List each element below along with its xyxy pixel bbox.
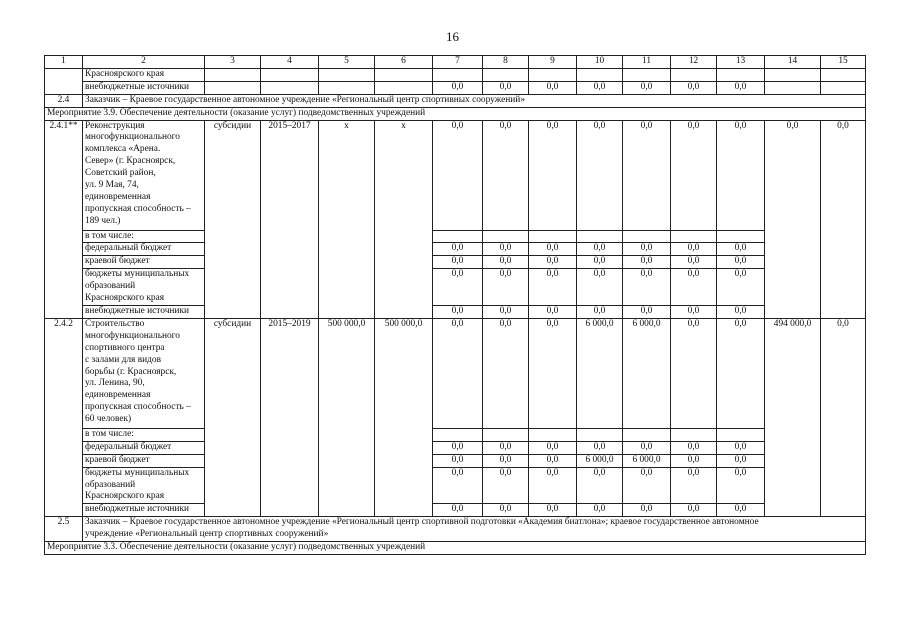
table-cell [717, 428, 765, 441]
value-cell: 0,0 [671, 441, 717, 454]
value-cell: 0,0 [483, 454, 529, 467]
text-line: многофункционального [85, 330, 180, 341]
value-cell: 0,0 [577, 441, 623, 454]
row-label: внебюджетные источники [83, 305, 205, 318]
sub-row [45, 243, 866, 256]
value-cell: 0,0 [671, 454, 717, 467]
column-header: 15 [821, 56, 866, 69]
value-cell: 0,0 [529, 441, 577, 454]
text-line: Советский район, [85, 168, 156, 179]
page-number: 16 [446, 29, 459, 44]
column-header: 9 [529, 56, 577, 69]
section-row [45, 94, 866, 107]
value-cell: 0,0 [623, 504, 671, 517]
value-cell: 0,0 [717, 467, 765, 504]
item-col6: 500 000,0 [375, 318, 433, 516]
value-cell: 6 000,0 [623, 454, 671, 467]
table-cell [205, 68, 261, 81]
value-cell: 0,0 [671, 120, 717, 230]
event-text: Мероприятие 3.9. Обеспечение деятельности (оказание услуг) подведомственных учреждений [45, 107, 866, 120]
value-cell: 0,0 [483, 441, 529, 454]
value-cell: 0,0 [529, 243, 577, 256]
value-cell: 0,0 [529, 454, 577, 467]
text-line: Строительство [85, 318, 145, 329]
table-row [45, 230, 866, 243]
text-line: Реконструкция [85, 120, 145, 131]
table-cell [623, 68, 671, 81]
table-cell [45, 81, 83, 94]
value-cell: 6 000,0 [623, 318, 671, 428]
table-cell [577, 428, 623, 441]
row-label: в том числе: [83, 428, 205, 441]
value-cell: 0,0 [623, 269, 671, 306]
event-row [45, 542, 866, 555]
row-label: краевой бюджет [83, 454, 205, 467]
value-cell: 0,0 [433, 256, 483, 269]
item-col5: х [319, 120, 375, 318]
value-cell: 0,0 [483, 318, 529, 428]
value-cell: 0,0 [623, 441, 671, 454]
item-type: субсидии [205, 120, 261, 318]
column-header: 14 [765, 56, 821, 69]
table-cell [433, 230, 483, 243]
sub-row [45, 504, 866, 517]
value-cell: 0,0 [433, 305, 483, 318]
value-cell: 0,0 [717, 120, 765, 230]
value-cell: 0,0 [577, 81, 623, 94]
text-line: образований [85, 479, 136, 490]
value-cell: 0,0 [671, 504, 717, 517]
header-row [45, 56, 866, 69]
column-header: 7 [433, 56, 483, 69]
text-line: единовременная [85, 191, 151, 202]
table-cell [577, 68, 623, 81]
value-cell: 0,0 [433, 467, 483, 504]
table-cell [821, 68, 866, 81]
value-cell: 0,0 [623, 243, 671, 256]
value-cell: 0,0 [483, 256, 529, 269]
row-label: Красноярского края [83, 68, 205, 81]
text-line: Красноярского края [85, 491, 165, 502]
table-cell [765, 68, 821, 81]
table-cell [717, 68, 765, 81]
item-col14: 494 000,0 [765, 318, 821, 516]
value-cell: 0,0 [483, 305, 529, 318]
value-cell: 0,0 [577, 256, 623, 269]
value-cell: 0,0 [623, 256, 671, 269]
value-cell: 0,0 [577, 467, 623, 504]
value-cell: 0,0 [671, 269, 717, 306]
row-label: внебюджетные источники [83, 504, 205, 517]
table-cell [483, 68, 529, 81]
table-cell [261, 81, 319, 94]
value-cell: 0,0 [529, 120, 577, 230]
table-cell [623, 428, 671, 441]
text-line: пропускная способность – [85, 203, 191, 214]
value-cell: 0,0 [529, 318, 577, 428]
table-cell [483, 428, 529, 441]
table-cell [261, 68, 319, 81]
value-cell: 0,0 [623, 120, 671, 230]
table-row [45, 68, 866, 81]
text-line: спортивного центра [85, 342, 165, 353]
value-cell: 0,0 [483, 81, 529, 94]
column-header: 10 [577, 56, 623, 69]
sub-row [45, 454, 866, 467]
column-header: 3 [205, 56, 261, 69]
value-cell: 0,0 [717, 81, 765, 94]
table-cell [623, 230, 671, 243]
table-cell [717, 230, 765, 243]
item-number: 2.4.1** [45, 120, 83, 318]
item-col6: х [375, 120, 433, 318]
text-line: учреждение «Региональный центр спортивных сооружений» [85, 529, 329, 540]
table-row [45, 428, 866, 441]
value-cell: 0,0 [433, 81, 483, 94]
value-cell: 0,0 [577, 305, 623, 318]
sub-row [45, 305, 866, 318]
value-cell: 6 000,0 [577, 318, 623, 428]
item-period: 2015–2019 [261, 318, 319, 516]
column-header: 11 [623, 56, 671, 69]
item-col15: 0,0 [821, 318, 866, 516]
item-col14: 0,0 [765, 120, 821, 318]
item-row [45, 318, 866, 428]
sub-row [45, 441, 866, 454]
value-cell: 0,0 [717, 243, 765, 256]
table-cell [375, 81, 433, 94]
value-cell: 0,0 [577, 243, 623, 256]
value-cell: 0,0 [577, 504, 623, 517]
row-label: федеральный бюджет [83, 243, 205, 256]
value-cell: 0,0 [623, 305, 671, 318]
column-header: 12 [671, 56, 717, 69]
table-cell [671, 230, 717, 243]
table-cell [577, 230, 623, 243]
row-label: внебюджетные источники [83, 81, 205, 94]
text-line: 189 чел.) [85, 215, 121, 226]
value-cell: 0,0 [529, 269, 577, 306]
text-line: Заказчик – Краевое государственное автономное учреждение «Региональный центр спортивной подготовки «Академия биатлона»; краевое государственное автономное [85, 517, 759, 528]
text-line: ул. Ленина, 90, [85, 378, 145, 389]
value-cell: 0,0 [671, 318, 717, 428]
value-cell: 0,0 [483, 120, 529, 230]
value-cell: 0,0 [529, 467, 577, 504]
row-label: в том числе: [83, 230, 205, 243]
item-period: 2015–2017 [261, 120, 319, 318]
value-cell: 0,0 [717, 256, 765, 269]
text-line: Север» (г. Красноярск, [85, 156, 176, 167]
event-text: Мероприятие 3.3. Обеспечение деятельности (оказание услуг) подведомственных учреждений [45, 542, 866, 555]
column-header: 1 [45, 56, 83, 69]
column-header: 6 [375, 56, 433, 69]
value-cell: 0,0 [717, 318, 765, 428]
item-col15: 0,0 [821, 120, 866, 318]
item-row [45, 120, 866, 230]
value-cell: 0,0 [577, 269, 623, 306]
section-number: 2.5 [45, 517, 83, 542]
text-line: ул. 9 Мая, 74, [85, 180, 139, 191]
table-cell [529, 68, 577, 81]
text-line: с залами для видов [85, 354, 162, 365]
table-cell [671, 428, 717, 441]
value-cell: 0,0 [671, 243, 717, 256]
sub-row [45, 467, 866, 504]
value-cell: 0,0 [529, 256, 577, 269]
item-name [83, 120, 205, 230]
value-cell: 0,0 [433, 120, 483, 230]
value-cell: 0,0 [433, 243, 483, 256]
value-cell: 0,0 [433, 269, 483, 306]
text-line: бюджеты муниципальных [85, 467, 190, 478]
value-cell: 0,0 [433, 504, 483, 517]
value-cell: 6 000,0 [577, 454, 623, 467]
table-cell [433, 68, 483, 81]
customer-text [83, 517, 866, 542]
table-cell [821, 81, 866, 94]
text-line: 60 человек) [85, 414, 132, 425]
text-line: многофункционального [85, 132, 180, 143]
value-cell: 0,0 [529, 305, 577, 318]
text-line: пропускная способность – [85, 402, 191, 413]
value-cell: 0,0 [717, 269, 765, 306]
value-cell: 0,0 [671, 256, 717, 269]
section-row [45, 517, 866, 542]
column-header: 5 [319, 56, 375, 69]
column-header: 8 [483, 56, 529, 69]
text-line: Красноярского края [85, 293, 165, 304]
value-cell: 0,0 [483, 504, 529, 517]
value-cell: 0,0 [717, 305, 765, 318]
table-cell [319, 81, 375, 94]
budget-table [44, 55, 866, 555]
item-name [83, 318, 205, 428]
value-cell: 0,0 [717, 504, 765, 517]
value-cell: 0,0 [671, 305, 717, 318]
table-cell [205, 81, 261, 94]
table-cell [375, 68, 433, 81]
value-cell: 0,0 [577, 120, 623, 230]
value-cell: 0,0 [529, 504, 577, 517]
text-line: образований [85, 281, 136, 292]
table-cell [529, 230, 577, 243]
sub-row [45, 269, 866, 306]
item-number: 2.4.2 [45, 318, 83, 516]
item-col5: 500 000,0 [319, 318, 375, 516]
row-label [83, 467, 205, 504]
section-number: 2.4 [45, 94, 83, 107]
value-cell: 0,0 [623, 81, 671, 94]
sub-row [45, 256, 866, 269]
column-header: 13 [717, 56, 765, 69]
item-type: субсидии [205, 318, 261, 516]
table-cell [671, 68, 717, 81]
value-cell: 0,0 [433, 441, 483, 454]
value-cell: 0,0 [433, 454, 483, 467]
row-label: федеральный бюджет [83, 441, 205, 454]
text-line: бюджеты муниципальных [85, 269, 190, 280]
customer-text: Заказчик – Краевое государственное автономное учреждение «Региональный центр спортивных сооружений» [83, 94, 866, 107]
text-line: борьбы (г. Красноярск, [85, 366, 177, 377]
table-cell [433, 428, 483, 441]
row-label [83, 269, 205, 306]
value-cell: 0,0 [483, 269, 529, 306]
value-cell: 0,0 [483, 243, 529, 256]
column-header: 2 [83, 56, 205, 69]
table-cell [319, 68, 375, 81]
value-cell: 0,0 [433, 318, 483, 428]
row-label: краевой бюджет [83, 256, 205, 269]
table-cell [765, 81, 821, 94]
event-row [45, 107, 866, 120]
value-cell: 0,0 [671, 467, 717, 504]
value-cell: 0,0 [529, 81, 577, 94]
value-cell: 0,0 [717, 441, 765, 454]
table-cell [483, 230, 529, 243]
column-header: 4 [261, 56, 319, 69]
table-row [45, 81, 866, 94]
text-line: единовременная [85, 390, 151, 401]
value-cell: 0,0 [717, 454, 765, 467]
text-line: комплекса «Арена. [85, 144, 161, 155]
table-cell [45, 68, 83, 81]
value-cell: 0,0 [483, 467, 529, 504]
table-cell [529, 428, 577, 441]
value-cell: 0,0 [623, 467, 671, 504]
value-cell: 0,0 [671, 81, 717, 94]
